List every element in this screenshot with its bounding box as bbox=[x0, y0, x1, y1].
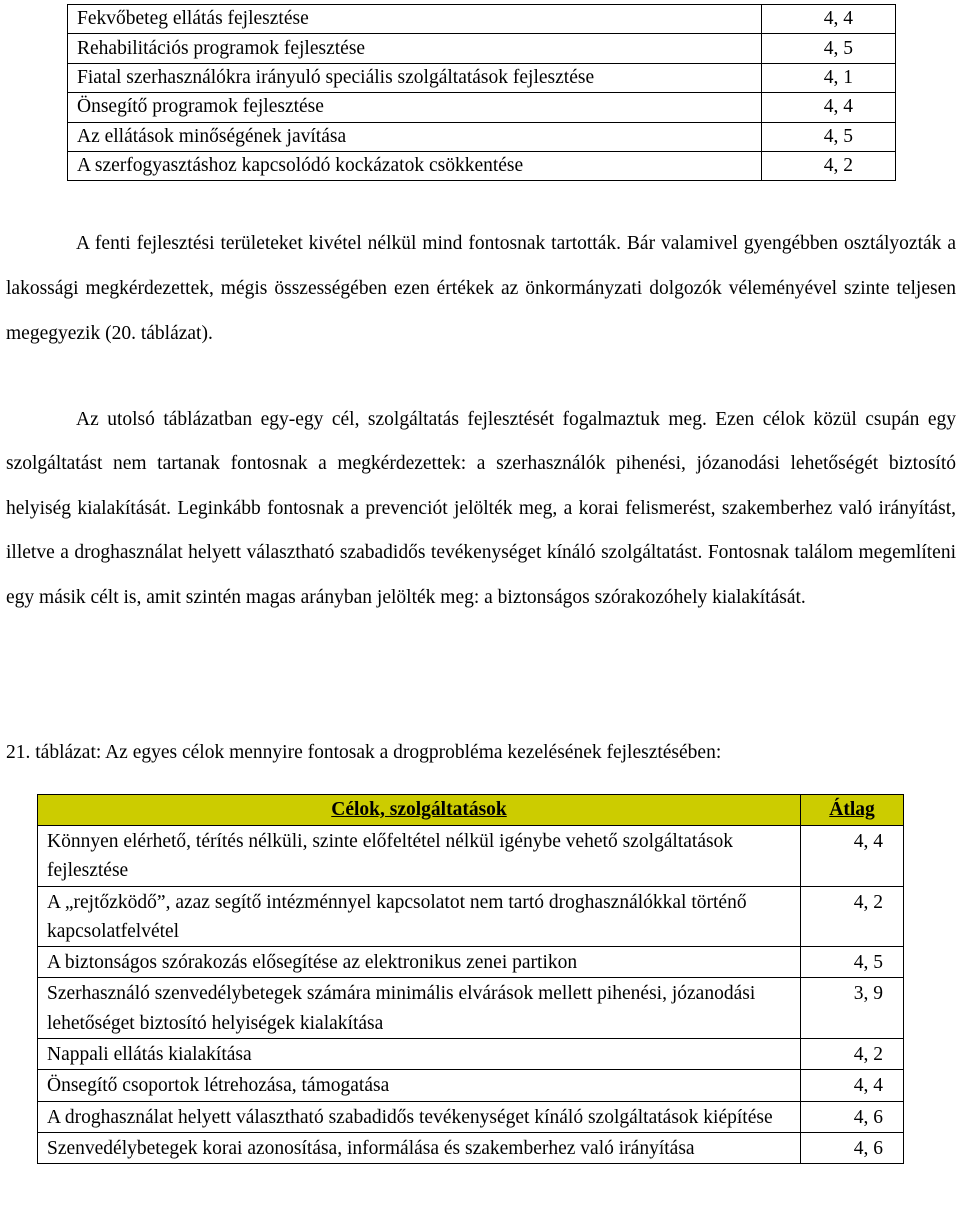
row-label: A biztonságos szórakozás elősegítése az elektronikus zenei partikon bbox=[38, 947, 801, 978]
table-row bbox=[38, 1039, 904, 1070]
table-row bbox=[38, 826, 904, 887]
table-row bbox=[38, 886, 904, 947]
row-value: 3, 9 bbox=[801, 978, 904, 1039]
row-label: Fiatal szerhasználókra irányuló speciális szolgáltatások fejlesztése bbox=[68, 63, 762, 92]
row-value: 4, 4 bbox=[762, 5, 896, 34]
development-areas-table bbox=[67, 4, 896, 181]
column-header-goals: Célok, szolgáltatások bbox=[38, 795, 801, 826]
table-row bbox=[68, 34, 896, 63]
row-label: Könnyen elérhető, térítés nélküli, szinte előfeltétel nélkül igénybe vehető szolgáltatások fejlesztése bbox=[38, 826, 801, 887]
row-label: A „rejtőzködő”, azaz segítő intézménnyel kapcsolatot nem tartó droghasználókkal történő kapcsolatfelvétel bbox=[38, 886, 801, 947]
row-value: 4, 5 bbox=[801, 947, 904, 978]
row-value: 4, 4 bbox=[801, 1070, 904, 1101]
column-header-average: Átlag bbox=[801, 795, 904, 826]
row-value: 4, 4 bbox=[801, 826, 904, 887]
row-label: A szerfogyasztáshoz kapcsolódó kockázatok csökkentése bbox=[68, 151, 762, 180]
body-paragraph: Az utolsó táblázatban egy-egy cél, szolgáltatás fejlesztését fogalmaztuk meg. Ezen célok közül csupán egy szolgáltatást nem tartanak fontosnak a megkérdezettek: a szerhasználók pihenési, józanodási lehetőségét biztosító helyiség kialakítását. Leginkább fontosnak a prevenciót jelölték meg, a korai felismerést, szakemberhez való irányítást, illetve a droghasználat helyett választható szabadidős tevékenységet kínáló szolgáltatást. Fontosnak találom megemlíteni egy másik célt is, amit szintén magas arányban jelölték meg: a biztonságos szórakozóhely kialakítását. bbox=[6, 409, 956, 608]
table-row bbox=[68, 122, 896, 151]
row-label: Fekvőbeteg ellátás fejlesztése bbox=[68, 5, 762, 34]
row-value: 4, 2 bbox=[801, 1039, 904, 1070]
table-caption: 21. táblázat: Az egyes célok mennyire fontosak a drogprobléma kezelésének fejlesztésében: bbox=[6, 742, 722, 763]
table-row bbox=[38, 978, 904, 1039]
row-value: 4, 5 bbox=[762, 122, 896, 151]
row-value: 4, 6 bbox=[801, 1132, 904, 1163]
row-label: Rehabilitációs programok fejlesztése bbox=[68, 34, 762, 63]
row-value: 4, 2 bbox=[801, 886, 904, 947]
row-value: 4, 4 bbox=[762, 93, 896, 122]
table-row bbox=[38, 1070, 904, 1101]
row-label: Az ellátások minőségének javítása bbox=[68, 122, 762, 151]
row-label: Nappali ellátás kialakítása bbox=[38, 1039, 801, 1070]
row-value: 4, 2 bbox=[762, 151, 896, 180]
table-row bbox=[38, 947, 904, 978]
table-row bbox=[68, 63, 896, 92]
row-label: Szenvedélybetegek korai azonosítása, informálása és szakemberhez való irányítása bbox=[38, 1132, 801, 1163]
table-header-row bbox=[38, 795, 904, 826]
body-paragraph: A fenti fejlesztési területeket kivétel nélkül mind fontosnak tartották. Bár valamivel gyengébben osztályozták a lakossági megkérdezettek, mégis összességében ezen értékek az önkormányzati dolgozók véleményével szinte teljesen megegyezik (20. táblázat). bbox=[6, 233, 956, 344]
row-value: 4, 1 bbox=[762, 63, 896, 92]
table-row bbox=[68, 93, 896, 122]
row-label: Önsegítő csoportok létrehozása, támogatása bbox=[38, 1070, 801, 1101]
row-label: Szerhasználó szenvedélybetegek számára minimális elvárások mellett pihenési, józanodási lehetőséget biztosító helyiségek kialakítása bbox=[38, 978, 801, 1039]
row-value: 4, 5 bbox=[762, 34, 896, 63]
table-row bbox=[38, 1101, 904, 1132]
table-row bbox=[68, 5, 896, 34]
table-row bbox=[38, 1132, 904, 1163]
row-value: 4, 6 bbox=[801, 1101, 904, 1132]
table-row bbox=[68, 151, 896, 180]
row-label: Önsegítő programok fejlesztése bbox=[68, 93, 762, 122]
goals-table bbox=[37, 794, 904, 1164]
row-label: A droghasználat helyett választható szabadidős tevékenységet kínáló szolgáltatások kiépítése bbox=[38, 1101, 801, 1132]
